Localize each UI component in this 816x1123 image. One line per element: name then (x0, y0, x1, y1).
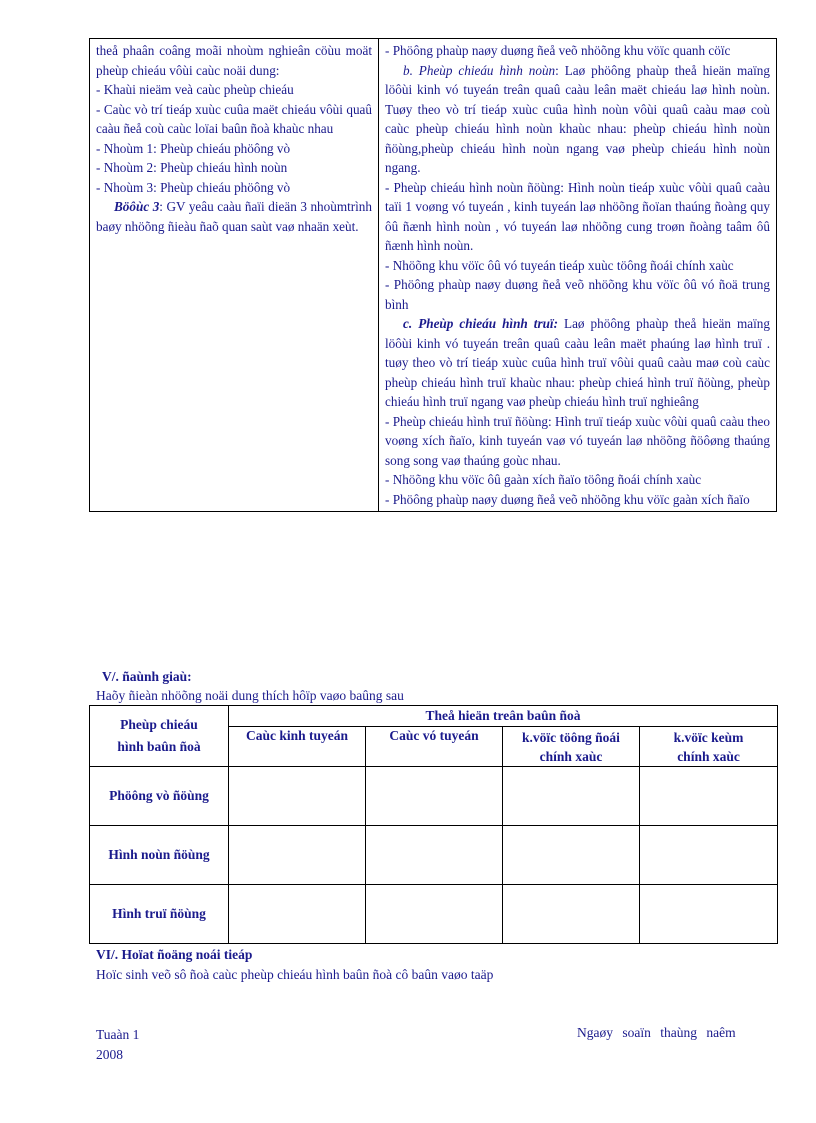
table-cell (640, 826, 778, 885)
table-cell (640, 885, 778, 944)
table-cell (503, 885, 640, 944)
right-column (379, 39, 777, 512)
left-paragraph: - Caùc vò trí tieáp xuùc cuûa maët chieáu vôùi quaû caàu ñeå coù caùc loïai baûn ñoà khaùc nhau (96, 101, 372, 136)
conic-projection-text: : Laø phöông phaùp theå hieän maïng löôùi kinh vó tuyeán treân quaû caàu leân maët chieáu laø hình noùn. Tuøy theo vò trí tieáp xuùc cuûa hình noùn vôùi quaû caàu maø coù caùc pheùp chieáu hình noùn khaùc nhau: pheùp chieáu hình noùn ñöùng,pheùp chieáu hình noùn ngang vaø pheùp chieáu hình noùn ngang. (385, 62, 770, 175)
table-cell (503, 767, 640, 826)
table-cell (366, 885, 503, 944)
cylindrical-projection-text: Laø phöông phaùp theå hieän maïng löôùi kinh vó tuyeán treân quaû caàu leân maët phaúng laø hình truï . tuøy theo vò trí tieáp xuùc cuûa hình truï vôùi quaû caàu maø coù caùc pheùp chieáu hình truï khaùc nhau: pheùp chieá hình truï ñöùng, pheùp chieáu hình truï ngang vaø pheùp chieáu hình truï nghieâng (385, 316, 770, 409)
table-cell (229, 767, 366, 826)
year-label: 2008 (96, 1047, 123, 1062)
row-header: Phöông vò ñöùng (90, 767, 229, 826)
table-row (90, 885, 778, 944)
right-paragraph: - Nhöõng khu vöïc ôû vó tuyeán tieáp xuùc töông ñoái chính xaùc (385, 257, 734, 273)
step-3-paragraph (96, 197, 372, 236)
table-cell (366, 767, 503, 826)
evaluation-table (89, 705, 778, 944)
section-6-text: Hoïc sinh veõ sô ñoà caùc pheùp chieáu hình baûn ñoà cô baûn vaøo taäp (96, 967, 494, 982)
right-paragraph: - Pheùp chieáu hình truï ñöùng: Hình truï tieáp xuùc vôùi quaû caàu theo voøng xích ñaïo, kinh tuyeán vaø vó tuyeán laø nhöõng ñöôøng thaúng song song vaø thaúng goùc nhau. (385, 413, 770, 468)
conic-projection-paragraph (385, 61, 770, 178)
left-paragraph: - Nhoùm 1: Pheùp chieáu phöông vò (96, 140, 291, 156)
section-5-instruction: Haõy ñieàn nhöõng noäi dung thích hôïp vaøo baûng sau (96, 688, 404, 703)
right-paragraph: - Nhöõng khu vöïc ôû gaàn xích ñaïo töông ñoái chính xaùc (385, 472, 702, 487)
table-cell (229, 885, 366, 944)
week-label: Tuaàn 1 (96, 1027, 140, 1042)
group-header: Theå hieän treân baûn ñoà (229, 706, 778, 727)
table-cell (503, 826, 640, 885)
table-cell (640, 767, 778, 826)
corner-header: Pheùp chieáu hình baûn ñoà (90, 706, 229, 767)
right-paragraph: - Phöông phaùp naøy duøng ñeå veõ nhöõng khu vöïc gaàn xích ñaïo (385, 491, 750, 507)
column-header: k.vöïc töông ñoái chính xaùc (503, 727, 640, 767)
right-paragraph: - Phöông phaùp naøy duøng ñeå veõ nhöõng khu vöïc quanh cöïc (385, 43, 731, 58)
row-header: Hình truï ñöùng (90, 885, 229, 944)
date-label: Ngaøy soaïn thaùng naêm (577, 1025, 736, 1040)
left-paragraph: theå phaân coâng moãi nhoùm nghieân cöùu moät pheùp chieáu vôùi caùc noäi dung: (96, 43, 372, 78)
column-header: Caùc vó tuyeán (366, 727, 503, 767)
step-3-label: Böôùc 3 (114, 199, 160, 214)
right-paragraph: - Phöông phaùp naøy duøng ñeå veõ nhöõng khu vöïc ôû vó ñoä trung bình (385, 277, 770, 312)
table-cell (366, 826, 503, 885)
table-row (90, 826, 778, 885)
section-5-title: V/. ñaùnh giaù: (102, 669, 192, 684)
footer-left (96, 1025, 139, 1065)
left-paragraph: - Khaùi nieäm veà caùc pheùp chieáu (96, 82, 294, 97)
right-paragraph: - Pheùp chieáu hình noùn ñöùng: Hình noùn tieáp xuùc vôùi quaû caàu taïi 1 voøng vó tuyeán , kinh tuyeán laø nhöõng ñoïan thaúng ñoàng quy ôû ñænh hình noùn , vó tuyeán laø nhöõng cung troøn ñoàng taâm ôû ñænh hình noùn. (385, 179, 770, 253)
step-3-text: : GV yeâu caàu ñaïi dieän 3 nhoùmtrình baøy nhöõng ñieàu ñaõ quan saùt vaø nhaän xeùt. (96, 199, 372, 234)
conic-projection-heading: b. Pheùp chieáu hình noùn (403, 62, 556, 78)
cylindrical-projection-heading: c. Pheùp chieáu hình truï: (403, 316, 558, 331)
lesson-table (89, 38, 777, 512)
row-header: Hình noùn ñöùng (90, 826, 229, 885)
cylindrical-projection-paragraph (385, 314, 770, 412)
table-row (90, 767, 778, 826)
left-paragraph: - Nhoùm 3: Pheùp chieáu phöông vò (96, 179, 291, 195)
left-column (90, 39, 379, 512)
column-header: Caùc kinh tuyeán (229, 727, 366, 767)
left-paragraph: - Nhoùm 2: Pheùp chieáu hình noùn (96, 160, 288, 175)
section-6-title: VI/. Hoïat ñoäng noái tieáp (96, 947, 253, 962)
column-header: k.vöïc keùm chính xaùc (640, 727, 778, 767)
table-cell (229, 826, 366, 885)
